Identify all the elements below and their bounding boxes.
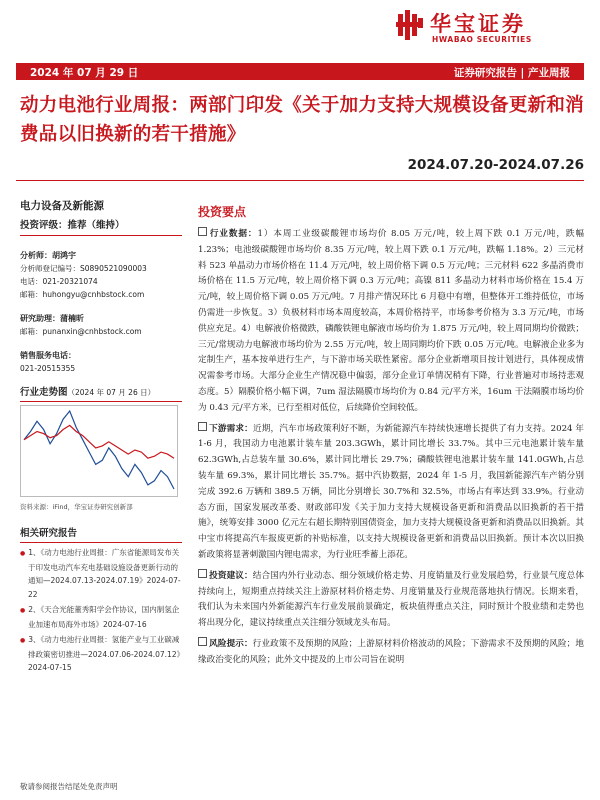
sales-info bbox=[20, 349, 182, 375]
chart-frame bbox=[21, 406, 178, 497]
related-report-item[interactable]: ● 3、《动力电池行业周报：氢能产业与工业碳减排政策密切推进—2024.07.06-2024.07.12》2024-07-15 bbox=[28, 633, 182, 675]
related-report-item[interactable]: ● 1、《动力电池行业周报：广东省能源局发布关于印发电动汽车充电基础设施设备更新行动的通知—2024.07.13-2024.07.19》2024-07-22 bbox=[28, 546, 182, 601]
logo-english-name: HWABAO SECURITIES bbox=[432, 35, 532, 44]
highlights-heading: 投资要点 bbox=[198, 205, 247, 219]
investment-rating bbox=[20, 219, 182, 236]
section-text: 1）本周工业级碳酸锂市场均价 8.05 万元/吨，较上周下跌 0.1 万元/吨，跌幅 1.23%；电池级碳酸锂市场均价 8.35 万元/吨，较上周下跌 0.1 万元/吨，跌幅 1.18%。2）三元材料 523 单晶动力市场价格在 11.4 万元/吨，较上周价格下调 0.5 万元/吨；三元材料 622 多晶消费市场价格在 11.5 万元/吨，较上周价格下调 0.3 万元/吨；高镍 811 多晶动力材料市场价格在 15.4 万元/吨，较上周价格下调 0.05 万元/吨。7 月排产情况环比 6 月稳中有增，但整体开工维持低位，市场仍需进一步恢复。3）负极材料市场本周度较高，本周价格持平，市场参考价格为 3.3 万元/吨，市场供应充足。4）电解液价格微跌，磷酸铁锂电解液市场均价为 1.875 万元/吨，较上周同期均价微跌；三元/常规动力电解液市场均价为 2.55 万元/吨，较上周同期均价下跌 0.05 万元/吨。电解液企业多为定制生产，基本按单进行生产，与下游市场关联性紧密。部分企业新增项目按计划进行，具体视成情况需参考市场。大部分企业生产情况稳中偏弱，部分企业订单情况稍有下降，行业普遍对市场持悲观态度。5）隔膜价格小幅下调，7um 湿法隔膜市场均价为 0.84 元/平方米，16um 干法隔膜市场均价为 0.43 元/平方米，已行至相对低位，后续降价空间较低。 bbox=[198, 229, 584, 413]
rating-label: 投资评级： bbox=[20, 220, 68, 231]
industry-data-paragraph bbox=[198, 227, 584, 417]
investment-highlights bbox=[198, 203, 584, 674]
analyst-name: 胡鸿宇 bbox=[52, 251, 76, 260]
related-report-item[interactable]: ● 2、《天合光能董秀阳学会作协议，国内制氢企业加速布局海外市场》2024-07-16 bbox=[28, 603, 182, 631]
hwabao-logo-icon bbox=[396, 10, 426, 40]
section-text: 近期，汽车市场政策利好不断，为新能源汽车持续快速增长提供了有力支持。2024 年 1-6 月，我国动力电池累计装车量 203.3GWh，累计同比增长 33.7%。其中三元电池累计装车量 62.3GWh,占总装车量 30.6%，累计同比增长 29.7%；磷酸铁锂电池累计装车量 141.0GWh,占总装车量 69.3%，累计同比增长 35.7%。据中汽协数据，2024 年 1-5 月，我国新能源汽车产销分别完成 392.6 万辆和 389.5 万辆，同比分别增长 30.7%和 32.5%，市场占有率达到 33.9%。行业动态方面，国家发展改革委、财政部印发《关于加力支持大规模设备更新和消费品以旧换新的若干措施》，统筹安排 3000 亿元左右超长期特别国债资金，加力支持大规模设备更新和消费品以旧换新。其中宝市将提高汽车报废更新的补贴标准，以支持大规模设备更新和消费品以旧换新。预计本次以旧换新政策将显著刺激国内锂电需求，为行业旺季蓄上添花。 bbox=[198, 423, 584, 560]
report-header-bar bbox=[16, 63, 584, 80]
trend-series-line-1 bbox=[24, 411, 174, 489]
trend-chart bbox=[20, 405, 178, 497]
section-key: 投资建议： bbox=[209, 570, 253, 581]
related-reports-list bbox=[20, 546, 182, 675]
rating-value: 推荐（维持） bbox=[67, 220, 125, 231]
analyst-email[interactable]: 邮箱：huhongyu@cnhbstock.com bbox=[20, 290, 145, 299]
trend-title: 行业走势图 bbox=[20, 387, 68, 398]
investment-advice-paragraph bbox=[198, 569, 584, 632]
assistant-name: 蒲楠昕 bbox=[60, 314, 84, 323]
trend-chart-heading bbox=[20, 386, 182, 402]
report-title: 动力电池行业周报：两部门印发《关于加力支持大规模设备更新和消费品以旧换新的若干措施》 bbox=[20, 95, 585, 145]
related-reports-heading: 相关研究报告 bbox=[20, 527, 182, 543]
section-key: 风险提示： bbox=[209, 638, 253, 649]
logo-chinese-name: 华宝证券 bbox=[430, 12, 526, 36]
section-key: 下游需求： bbox=[209, 423, 253, 434]
bullet-square-icon bbox=[198, 569, 207, 578]
bullet-square-icon bbox=[198, 637, 207, 646]
analyst-info bbox=[20, 249, 182, 301]
title-divider bbox=[16, 180, 584, 181]
brand-logo bbox=[396, 8, 592, 48]
chart-source: 资料来源：iFind，华宝证券研究创新部 bbox=[20, 503, 133, 511]
left-sidebar bbox=[20, 200, 182, 677]
assistant-label: 研究助理： bbox=[20, 314, 60, 323]
downstream-demand-paragraph bbox=[198, 422, 584, 564]
assistant-email[interactable]: 邮箱：punanxin@cnhbstock.com bbox=[20, 327, 142, 336]
analyst-phone: 电话：021-20321074 bbox=[20, 277, 98, 286]
trend-series-line-2 bbox=[24, 425, 174, 458]
section-key: 行业数据： bbox=[209, 229, 258, 239]
sales-label: 销售服务电话： bbox=[20, 351, 76, 360]
analyst-label: 分析师： bbox=[20, 251, 52, 260]
bullet-square-icon bbox=[198, 422, 207, 431]
trend-date: （2024 年 07 月 26 日） bbox=[67, 388, 156, 397]
risk-warning-paragraph bbox=[198, 637, 584, 669]
section-text: 结合国内外行业动态、细分领域价格走势、月度销量及行业发展趋势，行业景气度总体持续向上，短期重点持续关注上游原材料价格走势、月度销量及行业规范落地执行情况。长期来看，我们认为未来国内外新能源汽车行业发展前景确定，板块值得重点关注，同时预计个股业绩和走势也将出现分化，建议持续重点关注细分领域龙头布局。 bbox=[198, 570, 584, 629]
sector-name: 电力设备及新能源 bbox=[20, 200, 104, 212]
trend-chart-svg bbox=[20, 405, 178, 497]
assistant-info bbox=[20, 312, 182, 338]
section-text: 行业政策不及预期的风险；上游原材料价格波动的风险；下游需求不及预期的风险；地缘政治变化的风险；此外文中提及的上市公司旨在说明 bbox=[198, 638, 584, 665]
sales-phone: 021-20515355 bbox=[20, 364, 76, 373]
report-period: 2024.07.20-2024.07.26 bbox=[407, 157, 584, 173]
analyst-cert-no: 分析师登记编号：S0890521090003 bbox=[20, 264, 147, 273]
bullet-square-icon bbox=[198, 227, 207, 236]
report-type: 证券研究报告 | 产业周报 bbox=[453, 67, 570, 79]
disclaimer-footer: 敬请参阅报告结尾处免责声明 bbox=[20, 782, 118, 791]
report-date: 2024 年 07 月 29 日 bbox=[30, 67, 139, 79]
